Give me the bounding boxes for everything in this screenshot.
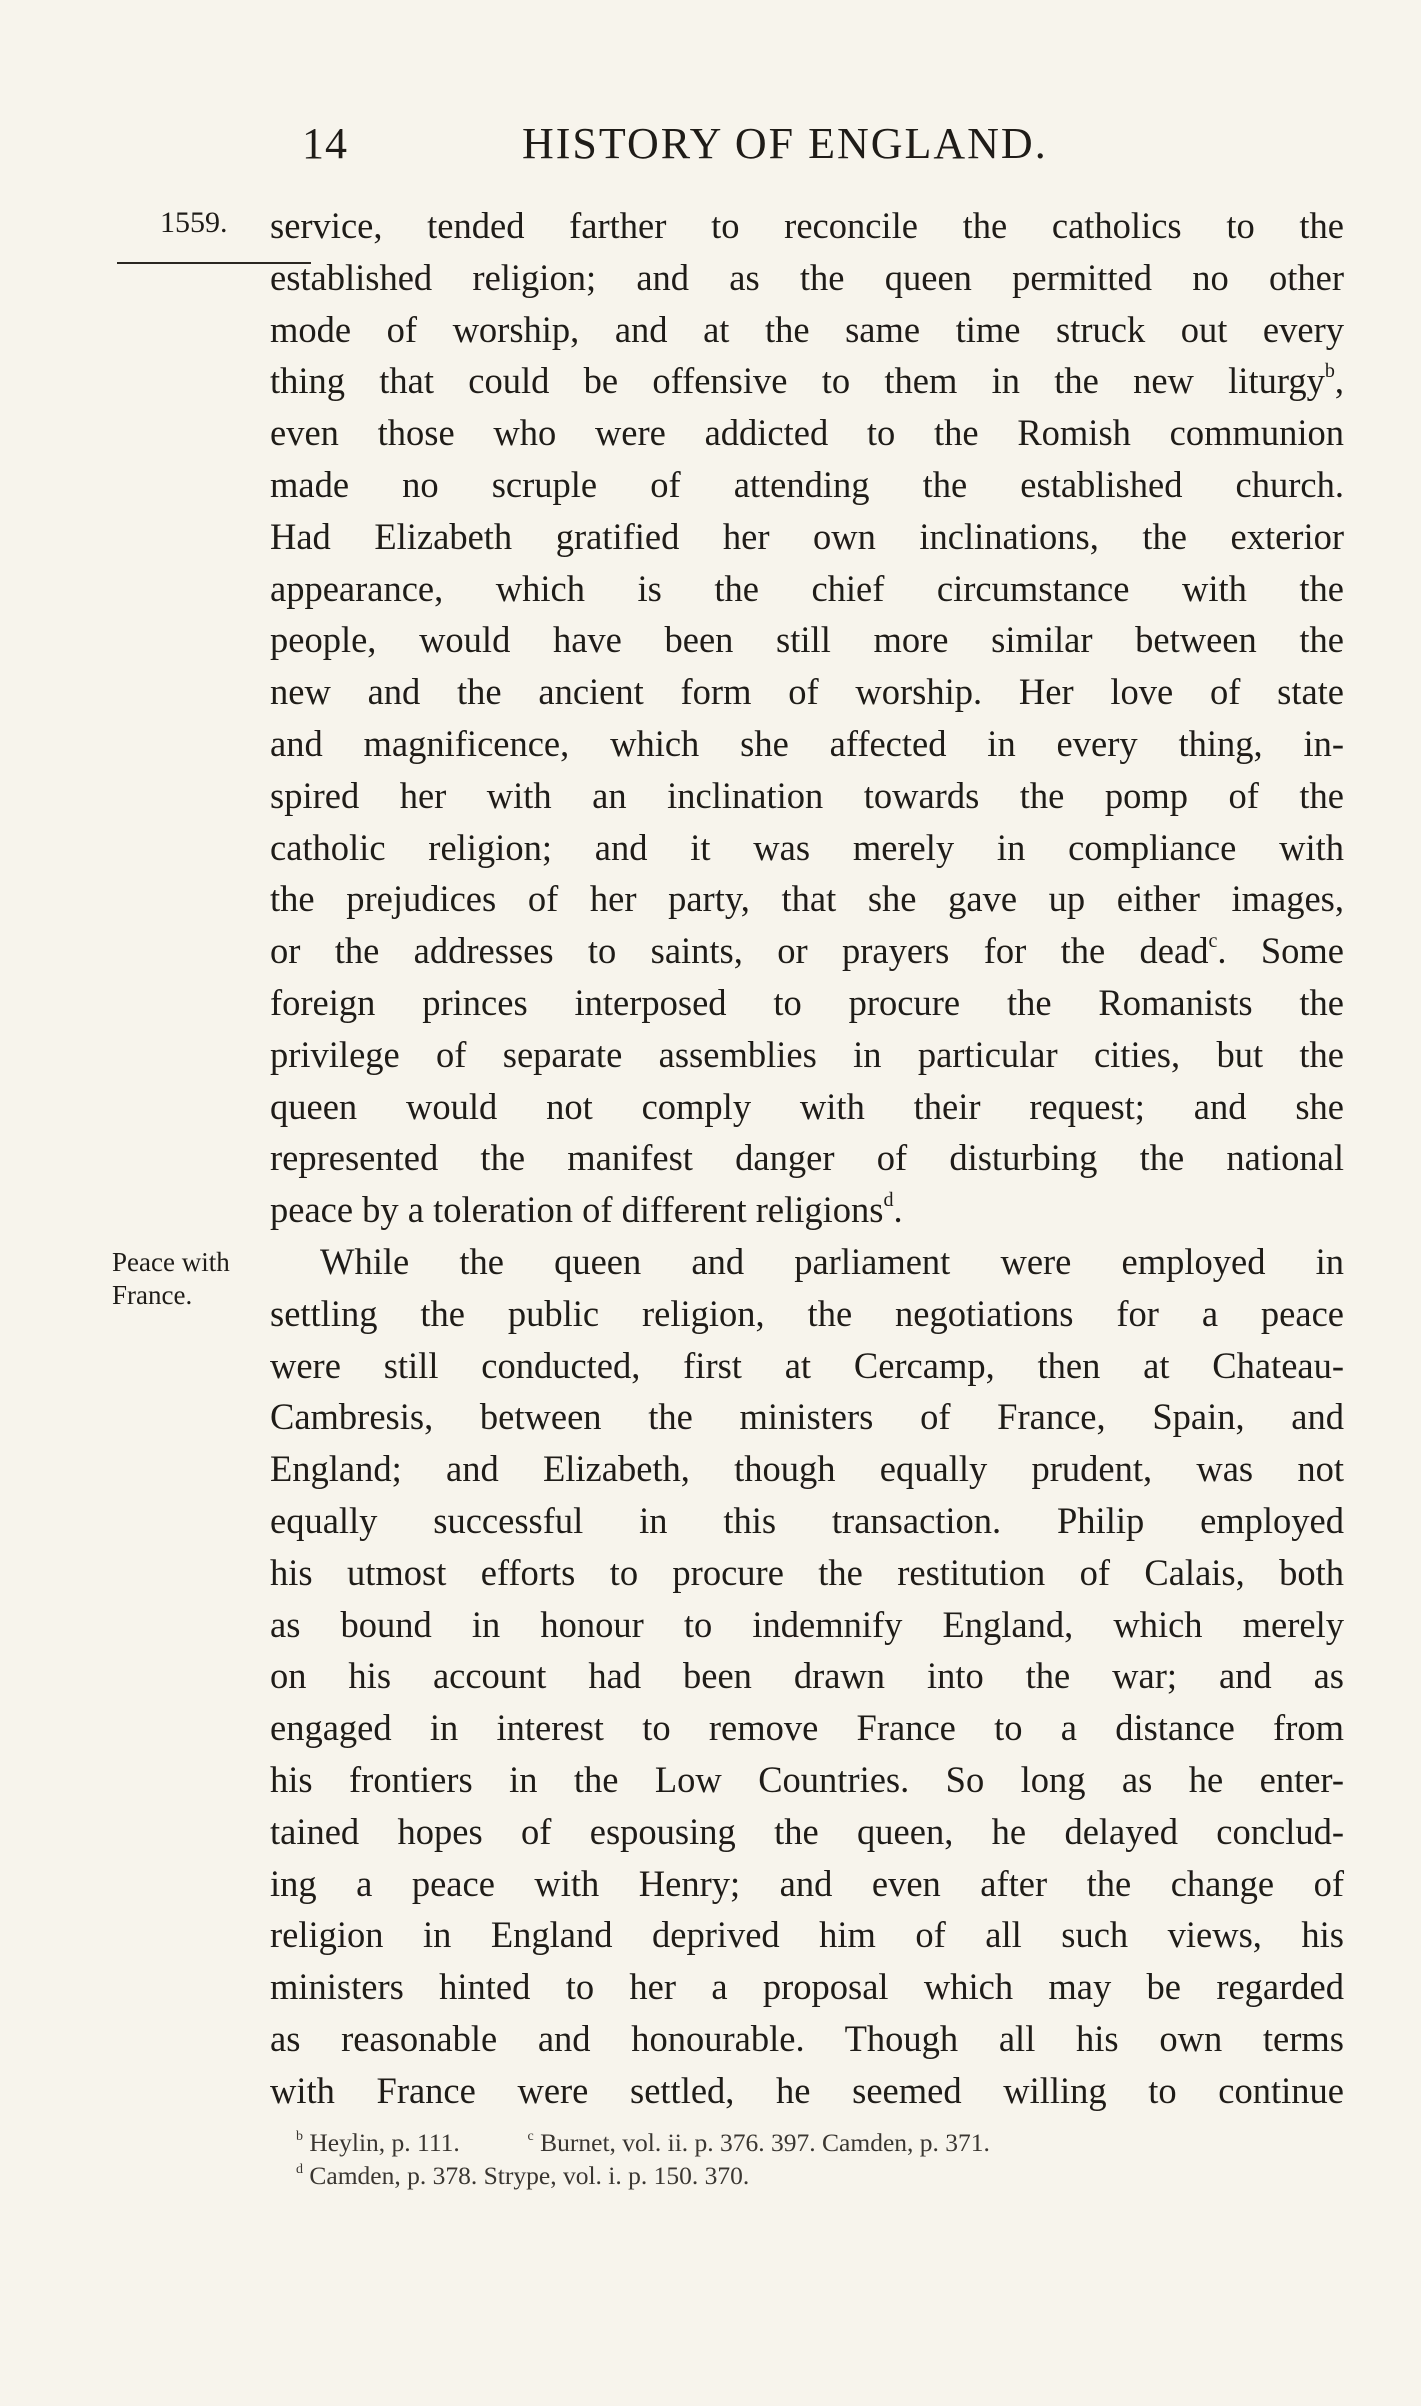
text-line-content: with France were settled, he seemed willing to continue <box>270 2069 1344 2111</box>
text-line <box>270 1961 1344 2013</box>
footnote-row <box>296 2126 1346 2159</box>
text-line-content: represented the manifest danger of disturbing the national <box>270 1137 1344 1179</box>
text-line-content: even those who were addicted to the Romish communion <box>270 412 1344 454</box>
text-line-content: were still conducted, first at Cercamp, then at Chateau- <box>270 1344 1344 1386</box>
text-line-content: catholic religion; and it was merely in compliance with <box>270 826 1344 868</box>
running-header <box>0 118 1421 178</box>
text-line <box>270 1858 1344 1910</box>
text-line <box>270 2013 1344 2065</box>
footnote-text: Camden, p. 378. Strype, vol. i. p. 150. 370. <box>309 2161 750 2190</box>
text-line <box>270 304 1344 356</box>
text-line <box>270 1909 1344 1961</box>
text-line-content: made no scruple of attending the established church. <box>270 463 1344 505</box>
text-line <box>270 1081 1344 1133</box>
text-line-tail: . Some <box>1217 930 1344 972</box>
text-line <box>270 355 1344 407</box>
text-line-content: queen would not comply with their request; and she <box>270 1085 1344 1127</box>
text-line-tail: , <box>1334 360 1344 402</box>
text-line <box>270 1806 1344 1858</box>
side-note <box>112 1246 282 1312</box>
text-line <box>270 511 1344 563</box>
text-line <box>270 1599 1344 1651</box>
text-line-content: service, tended farther to reconcile the catholics to the <box>270 205 1344 246</box>
text-line-content: the prejudices of her party, that she gave up either images, <box>270 878 1344 920</box>
footnote-text: Burnet, vol. ii. p. 376. 397. Camden, p. 371. <box>540 2128 990 2157</box>
text-line <box>270 614 1344 666</box>
side-note-line: France. <box>112 1280 193 1310</box>
text-line-tail: . <box>893 1189 903 1231</box>
text-line <box>270 563 1344 615</box>
body-text <box>270 200 1344 2116</box>
text-line-content: as reasonable and honourable. Though all his own terms <box>270 2017 1344 2059</box>
text-line <box>270 770 1344 822</box>
text-line <box>270 1495 1344 1547</box>
text-line-content: people, would have been still more similar between the <box>270 619 1344 661</box>
footnote-row <box>296 2159 1346 2192</box>
text-line-content: Had Elizabeth gratified her own inclinations, the exterior <box>270 515 1344 557</box>
text-line-content: new and the ancient form of worship. Her love of state <box>270 671 1344 713</box>
text-line-content: or the addresses to saints, or prayers for the dead <box>270 930 1209 972</box>
text-line <box>270 1702 1344 1754</box>
footnote-mark: c <box>527 2128 534 2144</box>
text-line-content: ing a peace with Henry; and even after the change of <box>270 1862 1344 1904</box>
text-line-content: engaged in interest to remove France to a distance from <box>270 1707 1344 1749</box>
text-line <box>270 459 1344 511</box>
margin-year: 1559. <box>160 206 228 239</box>
text-line <box>270 1547 1344 1599</box>
footnote-ref: b <box>1324 360 1335 383</box>
text-line-content: ministers hinted to her a proposal which may be regarded <box>270 1966 1344 2008</box>
text-line <box>270 1184 1344 1236</box>
text-line <box>270 1340 1344 1392</box>
text-line <box>270 1754 1344 1806</box>
text-line-content: tained hopes of espousing the queen, he delayed conclud- <box>270 1810 1344 1852</box>
text-line-content: appearance, which is the chief circumstance with the <box>270 567 1344 609</box>
text-line <box>270 666 1344 718</box>
page-number: 14 <box>302 119 348 168</box>
text-line <box>270 822 1344 874</box>
text-line <box>270 977 1344 1029</box>
text-line-content: his frontiers in the Low Countries. So long as he enter- <box>270 1758 1344 1800</box>
text-line-content: peace by a toleration of different religions <box>270 1189 884 1231</box>
text-line-content: England; and Elizabeth, though equally prudent, was not <box>270 1448 1344 1490</box>
text-line-content: privilege of separate assemblies in particular cities, but the <box>270 1033 1344 1075</box>
text-line-content: religion in England deprived him of all such views, his <box>270 1914 1344 1956</box>
text-line <box>270 925 1344 977</box>
text-line-content: equally successful in this transaction. Philip employed <box>270 1499 1344 1541</box>
text-line-content: Cambresis, between the ministers of France, Spain, and <box>270 1396 1344 1438</box>
text-line <box>270 1029 1344 1081</box>
text-line-content: mode of worship, and at the same time struck out every <box>270 308 1344 350</box>
text-line <box>270 1132 1344 1184</box>
text-line <box>270 1443 1344 1495</box>
footnote-ref: d <box>883 1189 894 1212</box>
footnote-mark: d <box>296 2161 304 2177</box>
text-line-content: thing that could be offensive to them in the new liturgy <box>270 360 1325 402</box>
text-line-content: While the queen and parliament were employed in <box>320 1240 1344 1282</box>
text-line <box>270 1650 1344 1702</box>
text-line <box>270 1236 1344 1288</box>
footnotes <box>296 2126 1346 2192</box>
side-note-line: Peace with <box>112 1247 230 1277</box>
text-line-content: as bound in honour to indemnify England, which merely <box>270 1603 1344 1645</box>
text-line-content: his utmost efforts to procure the restitution of Calais, both <box>270 1551 1344 1593</box>
text-line-content: settling the public religion, the negotiations for a peace <box>270 1292 1344 1334</box>
text-line <box>270 873 1344 925</box>
text-line <box>270 718 1344 770</box>
text-line-content: and magnificence, which she affected in every thing, in- <box>270 722 1344 764</box>
footnote-ref: c <box>1208 930 1218 953</box>
text-line-content: foreign princes interposed to procure the Romanists the <box>270 981 1344 1023</box>
footnote-mark: b <box>296 2128 304 2144</box>
text-line-content: established religion; and as the queen permitted no other <box>270 256 1344 298</box>
text-line-content: spired her with an inclination towards the pomp of the <box>270 774 1344 816</box>
text-line <box>270 252 1344 304</box>
text-line <box>270 1391 1344 1443</box>
text-line <box>270 200 1344 252</box>
text-line <box>270 1288 1344 1340</box>
running-title: HISTORY OF ENGLAND. <box>522 119 1048 168</box>
text-line-content: on his account had been drawn into the war; and as <box>270 1655 1344 1697</box>
text-line <box>270 407 1344 459</box>
footnote-text: Heylin, p. 111. <box>309 2128 460 2157</box>
text-line <box>270 2065 1344 2117</box>
